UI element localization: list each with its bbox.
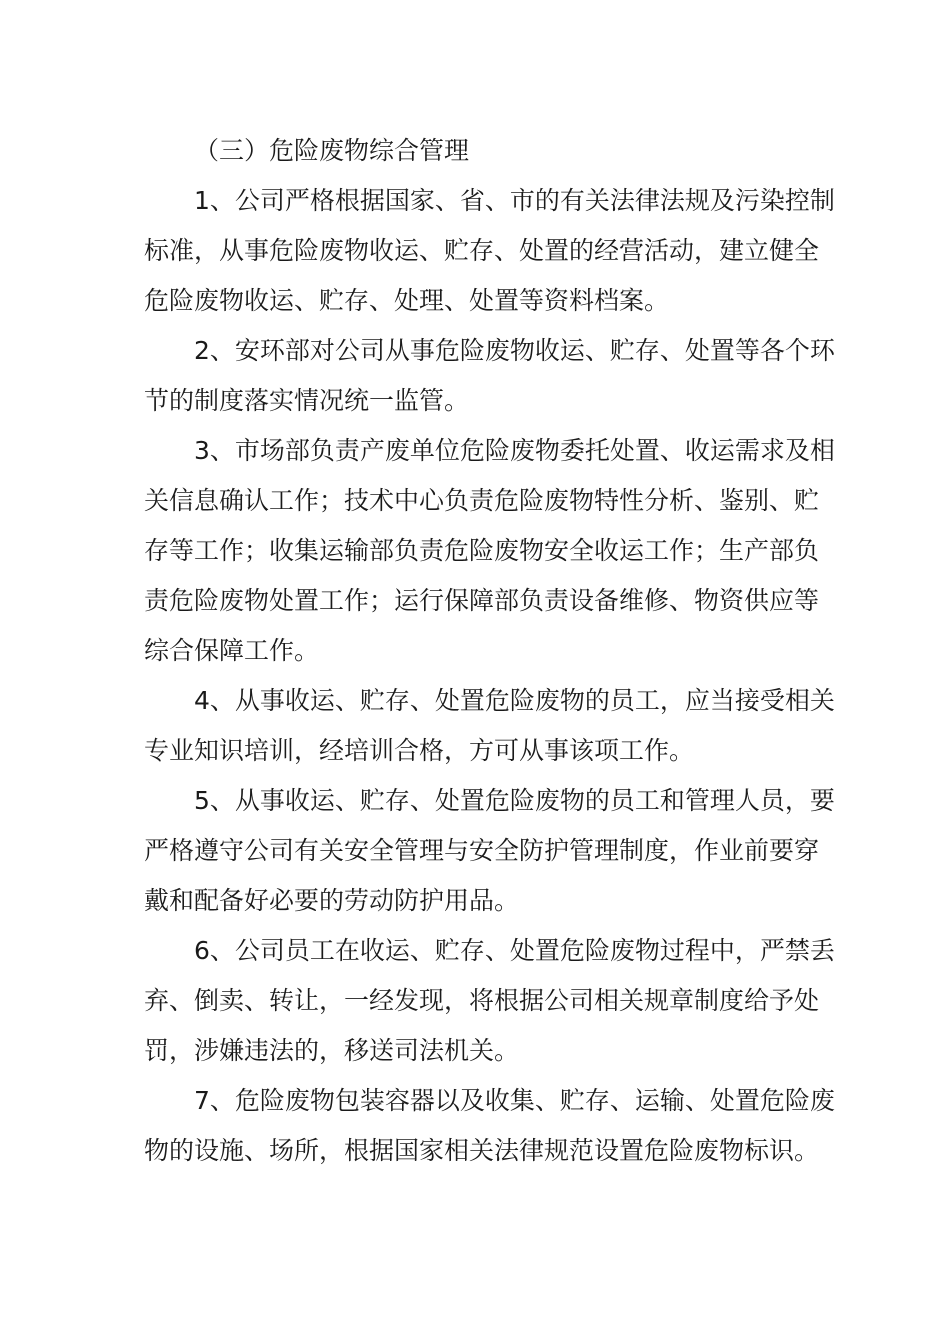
paragraph-line: 5、从事收运、贮存、处置危险废物的员工和管理人员，要 — [194, 786, 835, 815]
paragraph-line: 危险废物收运、贮存、处理、处置等资料档案。 — [144, 286, 670, 315]
paragraph-line: 责危险废物处置工作；运行保障部负责设备维修、物资供应等 — [144, 586, 820, 615]
paragraph-line: 专业知识培训，经培训合格，方可从事该项工作。 — [144, 736, 695, 765]
paragraph-line: 标准，从事危险废物收运、贮存、处置的经营活动，建立健全 — [144, 236, 820, 265]
paragraph-line: 关信息确认工作；技术中心负责危险废物特性分析、鉴别、贮 — [144, 486, 820, 515]
paragraph-6 — [144, 926, 835, 1076]
paragraph-line: 节的制度落实情况统一监管。 — [144, 386, 470, 415]
paragraph-1 — [144, 176, 835, 326]
paragraph-line: 7、危险废物包装容器以及收集、贮存、运输、处置危险废 — [194, 1086, 835, 1115]
paragraph-3 — [144, 426, 835, 676]
paragraph-line: 罚，涉嫌违法的，移送司法机关。 — [144, 1036, 520, 1065]
paragraph-line: 严格遵守公司有关安全管理与安全防护管理制度，作业前要穿 — [144, 836, 820, 865]
paragraph-4 — [144, 676, 835, 776]
paragraph-line: 物的设施、场所，根据国家相关法律规范设置危险废物标识。 — [144, 1136, 820, 1165]
paragraph-5 — [144, 776, 835, 926]
document-body — [144, 126, 835, 1176]
paragraph-line: 4、从事收运、贮存、处置危险废物的员工，应当接受相关 — [194, 686, 835, 715]
section-heading: （三）危险废物综合管理 — [194, 136, 470, 165]
paragraph-line: 综合保障工作。 — [144, 636, 320, 665]
paragraph-line: 3、市场部负责产废单位危险废物委托处置、收运需求及相 — [194, 436, 835, 465]
paragraph-line: 1、公司严格根据国家、省、市的有关法律法规及污染控制 — [194, 186, 835, 215]
paragraph-line: 存等工作；收集运输部负责危险废物安全收运工作；生产部负 — [144, 536, 820, 565]
paragraph-line: 戴和配备好必要的劳动防护用品。 — [144, 886, 520, 915]
paragraph-line: 弃、倒卖、转让，一经发现，将根据公司相关规章制度给予处 — [144, 986, 820, 1015]
paragraph-line: 6、公司员工在收运、贮存、处置危险废物过程中，严禁丢 — [194, 936, 835, 965]
paragraph-7 — [144, 1076, 835, 1176]
paragraph-2 — [144, 326, 835, 426]
paragraph-line: 2、安环部对公司从事危险废物收运、贮存、处置等各个环 — [194, 336, 835, 365]
